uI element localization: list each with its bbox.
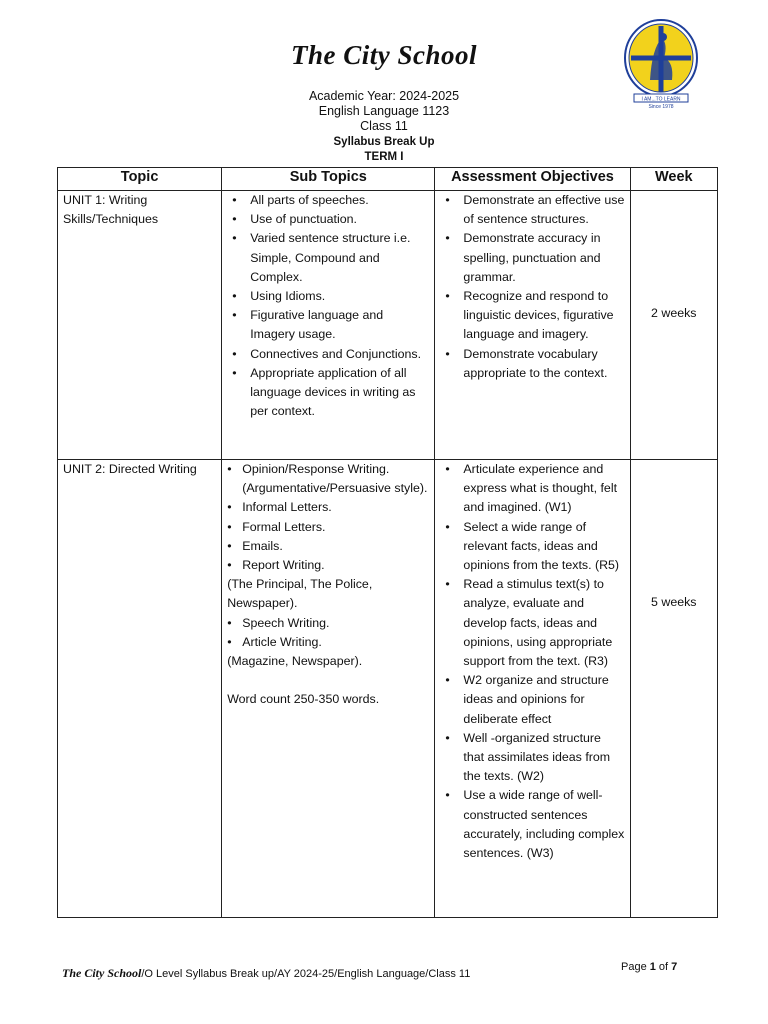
table-row — [58, 460, 718, 918]
list-item: • Speech Writing. — [227, 614, 429, 633]
list-item: • Read a stimulus text(s) to analyze, evaluate and develop facts, ideas and opinions, using appropriate support from the text. (R3) — [440, 575, 624, 671]
term-label: TERM I — [364, 151, 404, 163]
note-text: (Magazine, Newspaper). — [227, 654, 363, 669]
doc-title: Syllabus Break Up — [333, 136, 435, 148]
topic-cell: UNIT 2: Directed Writing — [58, 460, 222, 918]
list-item: • Demonstrate an effective use of sentence structures. — [440, 191, 624, 229]
subtopics-cell — [222, 191, 435, 460]
subject: English Language 1123 — [318, 104, 450, 118]
list-item: • Use a wide range of well-constructed sentences accurately, including complex sentences. (W3) — [440, 786, 624, 863]
word-count-text: Word count 250-350 words. — [227, 692, 380, 707]
header-topic: Topic — [58, 168, 222, 191]
subtopics-cell — [222, 460, 435, 918]
list-item: • Demonstrate vocabulary appropriate to the context. — [440, 345, 624, 383]
list-item: • Article Writing. — [227, 633, 429, 652]
list-item: • Connectives and Conjunctions. — [227, 345, 429, 364]
school-title: The City School — [290, 40, 477, 70]
list-item: • Recognize and respond to linguistic devices, figurative language and imagery. — [440, 287, 624, 345]
header-week: Week — [630, 168, 717, 191]
list-item: • Use of punctuation. — [227, 210, 429, 229]
list-item: • Select a wide range of relevant facts, ideas and opinions from the texts. (R5) — [440, 518, 624, 576]
week-cell: 5 weeks — [630, 460, 717, 918]
table-header-row — [58, 168, 718, 191]
week-cell: 2 weeks — [630, 191, 717, 460]
list-item: • Using Idioms. — [227, 287, 429, 306]
objectives-cell — [435, 191, 630, 460]
list-item: • All parts of speeches. — [227, 191, 429, 210]
list-item: • W2 organize and structure ideas and opinions for deliberate effect — [440, 671, 624, 729]
class-label: Class 11 — [360, 119, 408, 133]
table-row — [58, 191, 718, 460]
list-item: • Well -organized structure that assimilates ideas from the texts. (W2) — [440, 729, 624, 787]
topic-cell: UNIT 1: Writing Skills/Techniques — [58, 191, 222, 460]
list-item: • Demonstrate accuracy in spelling, punctuation and grammar. — [440, 229, 624, 287]
list-item: • Informal Letters. — [227, 498, 429, 517]
note-text: (The Principal, The Police, Newspaper). — [227, 577, 373, 611]
footer-path — [62, 966, 470, 981]
list-item: • Formal Letters. — [227, 518, 429, 537]
academic-year: Academic Year: 2024-2025 — [308, 89, 460, 103]
page-number: Page 1 of 7 — [621, 961, 678, 973]
list-item: • Articulate experience and express what is thought, felt and imagined. (W1) — [440, 460, 624, 518]
objectives-cell — [435, 460, 630, 918]
svg-text:Since 1978: Since 1978 — [648, 104, 674, 110]
header-subtopics: Sub Topics — [222, 168, 435, 191]
svg-text:I AM...TO LEARN: I AM...TO LEARN — [641, 96, 681, 103]
footer-school: The City School — [62, 966, 142, 980]
header-objectives: Assessment Objectives — [435, 168, 630, 191]
list-item: • Appropriate application of all language devices in writing as per context. — [227, 364, 429, 422]
footer-path-text: /O Level Syllabus Break up/AY 2024-25/English Language/Class 11 — [141, 968, 471, 980]
list-item: • Varied sentence structure i.e. Simple, Compound and Complex. — [227, 229, 429, 287]
list-item: • Emails. — [227, 537, 429, 556]
list-item: • Report Writing. — [227, 556, 429, 575]
list-item: • Opinion/Response Writing. (Argumentative/Persuasive style). — [227, 460, 429, 498]
list-item: • Figurative language and Imagery usage. — [227, 306, 429, 344]
syllabus-table — [57, 167, 718, 918]
